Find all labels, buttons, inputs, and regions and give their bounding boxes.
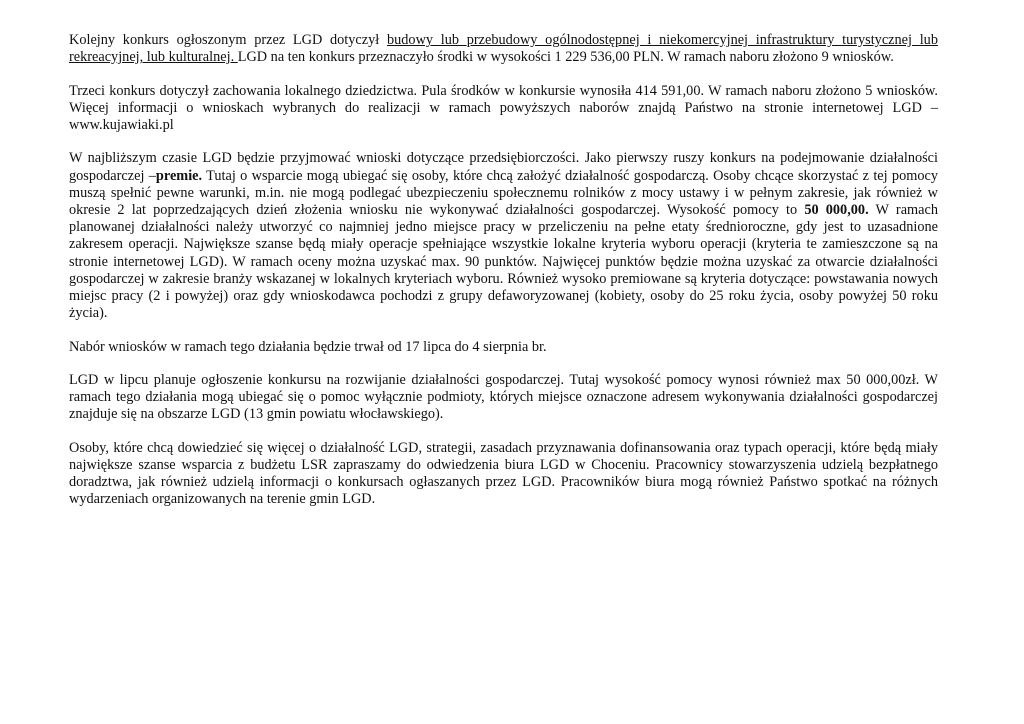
paragraph-5: LGD w lipcu planuje ogłoszenie konkursu na rozwijanie działalności gospodarczej. Tutaj wysokość pomocy wynosi również max 50 000,00zł. W ramach tego działania mogą ubiegać się o pomoc wyłącznie podmioty, których miejsce oznaczone adresem wykonywania działalności gospodarczej znajduje się na obszarze LGD (13 gmin powiatu włocławskiego). [69,372,938,423]
paragraph-3-middle: Tutaj o wsparcie mogą ubiegać się osoby, które chcą założyć działalność gospodarczą. Osoby chcące skorzystać z tej pomocy muszą spełnić pewne warunki, m.in. nie mogą podlegać ubezpieczeniu społecznemu rolników z mocy ustawy i w pełnym zakresie, jak również w okresie 2 lat poprzedzających dzień złożenia wniosku nie wykonywać działalności gospodarczej. Wysokość pomocy to [69,167,938,218]
paragraph-4: Nabór wniosków w ramach tego działania będzie trwał od 17 lipca do 4 sierpnia br. [69,338,547,355]
paragraph-3-rest: W ramach planowanej działalności należy utworzyć co najmniej jedno miejsce pracy w przeliczeniu na pełne etaty średnioroczne, gdy jest to uzasadnione zakresem operacji. Największe szanse będą miały operacje spełniające wszystkie lokalne kryteria wyboru operacji (kryteria te zamieszczone są na stronie internetowej LGD). W ramach oceny można uzyskać max. 90 punktów. Najwięcej punktów będzie można uzyskać za otwarcie działalności gospodarczej w zakresie branży wskazanej w lokalnych kryteriach wyboru. Również wysoko premiowane są kryteria dotyczące: powstawania nowych miejsc pracy (2 i powyżej) oraz gdy wnioskodawca pochodzi z grupy defaworyzowanej (kobiety, osoby do 25 roku życia, osoby powyżej 50 roku życia). [69,202,938,322]
paragraph-1-intro: Kolejny konkurs ogłoszonym przez LGD dotyczył [69,32,387,48]
paragraph-3 [69,150,938,322]
paragraph-3-intro: W najbliższym czasie LGD będzie przyjmować wnioski dotyczące przedsiębiorczości. Jako pierwszy ruszy konkurs na podejmowanie działalności gospodarczej – [69,150,938,184]
paragraph-3-bold-premie: premie. [155,167,203,184]
paragraph-6: Osoby, które chcą dowiedzieć się więcej o działalność LGD, strategii, zasadach przyznawania dofinansowania oraz typach operacji, które będą miały największe szanse wsparcia z budżetu LSR zapraszamy do odwiedzenia biura LGD w Choceniu. Pracownicy stowarzyszenia udzielą bezpłatnego doradztwa, jak również udzielą informacji o konkursach ogłaszanych przez LGD. Pracowników biura mogą również Państwo spotkać na różnych wydarzeniach organizowanych na terenie gmin LGD. [69,439,938,508]
paragraph-1 [69,32,938,66]
document-page [69,32,938,525]
paragraph-1-underlined-text: budowy lub przebudowy ogólnodostępnej i niekomercyjnej infrastruktury turystycznej lub rekreacyjnej, lub kulturalnej. [69,32,938,66]
paragraph-3-bold-amount: 50 000,00. [804,202,869,218]
paragraph-2: Trzeci konkurs dotyczył zachowania lokalnego dziedzictwa. Pula środków w konkursie wynosiła 414 591,00. W ramach naboru złożono 5 wniosków. Więcej informacji o wnioskach wybranych do realizacji w ramach powyższych naborów znajdą Państwo na stronie internetowej LGD – www.kujawiaki.pl [69,82,938,133]
paragraph-1-rest: LGD na ten konkurs przeznaczyło środki w wysokości 1 229 536,00 PLN. W ramach naboru złożono 9 wniosków. [237,49,894,66]
